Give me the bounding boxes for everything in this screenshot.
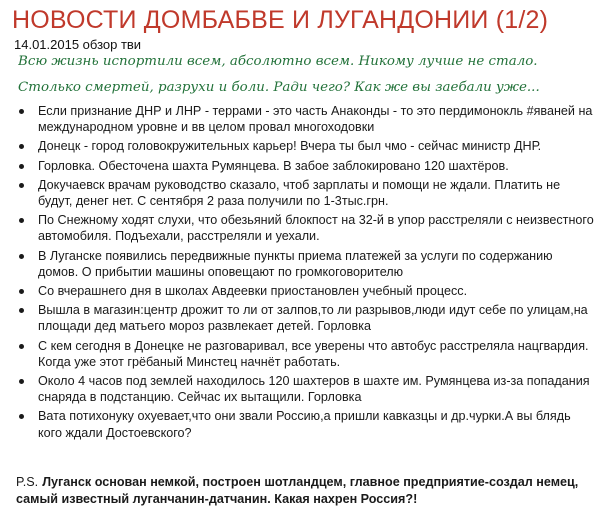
bullet-icon [19, 218, 24, 223]
bullet-icon [19, 183, 24, 188]
bullet-icon [19, 308, 24, 313]
bullet-icon [19, 289, 24, 294]
news-list [0, 103, 600, 444]
news-item-text: В Луганске появились передвижные пункты приема платежей за услуги по содержанию домов. О прибытии машины оповещают по громкоговорителю [38, 248, 553, 279]
bullet-icon [19, 164, 24, 169]
bullet-icon [19, 144, 24, 149]
news-item [0, 103, 600, 135]
news-item-text: Вышла в магазин:центр дрожит то ли от залпов,то ли разрывов,люди идут себе по улицам,на площади дед матьего мороз развлекает детей. Горловка [38, 303, 588, 334]
news-item [0, 302, 600, 334]
news-item [0, 283, 600, 299]
postscript [16, 474, 601, 508]
news-item [0, 212, 600, 244]
ps-text: Луганск основан немкой, построен шотландцем, главное предприятие-создал немец, самый известный луганчанин-датчанин. Какая нахрен Россия?! [16, 475, 579, 506]
bullet-icon [19, 109, 24, 114]
news-item [0, 138, 600, 154]
news-item [0, 408, 600, 440]
intro-line-1: Всю жизнь испортили всем, абсолютно всем. Никому лучше не стало. [18, 54, 538, 69]
news-item [0, 338, 600, 370]
intro-line-2: Столько смертей, разрухи и боли. Ради чего? Как же вы заебали уже... [18, 80, 540, 95]
news-item [0, 373, 600, 405]
news-item-text: Если признание ДНР и ЛНР - террами - это часть Анаконды - то это пердимонокль #яваней на международном уровне и вв целом провал многоходовки [38, 104, 593, 135]
news-item-text: Вата потихонуку охуевает,что они звали Россию,а пришли кавказцы и др.чурки.А вы блядь кого ждали Достоевского? [38, 409, 571, 440]
news-item-text: Около 4 часов под землей находилось 120 шахтеров в шахте им. Румянцева из-за попадания снаряда в подстанцию. Сейчас их вытащили. Горловка [38, 374, 590, 405]
news-item-text: По Снежному ходят слухи, что обезьяний блокпост на 32-й в упор расстреляли с неизвестного автомобиля. Подъехали, расстреляли и уехали. [38, 213, 594, 244]
news-item-text: Горловка. Обесточена шахта Румянцева. В забое заблокировано 120 шахтёров. [38, 158, 509, 173]
news-item [0, 177, 600, 209]
date-line: 14.01.2015 обзор тви [14, 37, 142, 52]
news-item-text: Докучаевск врачам руководство сказало, чтоб зарплаты и помощи не ждали. Платить не будут, денег нет. С сентября 2 раза получили по 1-3тыс.грн. [38, 177, 561, 209]
bullet-icon [19, 379, 24, 384]
bullet-icon [19, 344, 24, 349]
news-item-text: Со вчерашнего дня в школах Авдеевки приостановлен учебный процесс. [38, 284, 468, 299]
bullet-icon [19, 414, 24, 419]
news-item [0, 158, 600, 174]
news-item-text: Донецк - город головокружительных карьер! Вчера ты был чмо - сейчас министр ДНР. [38, 139, 542, 154]
news-item-text: С кем сегодня в Донецке не разговаривал, все уверены что автобус расстреляла нацгвардия. Когда уже этот грёбаный Минстец начнёт работать. [38, 338, 589, 369]
news-item [0, 248, 600, 280]
ps-label: P.S. [16, 475, 39, 489]
bullet-icon [19, 254, 24, 259]
page-title: НОВОСТИ ДОМБАБВЕ И ЛУГАНДОНИИ (1/2) [12, 6, 549, 34]
